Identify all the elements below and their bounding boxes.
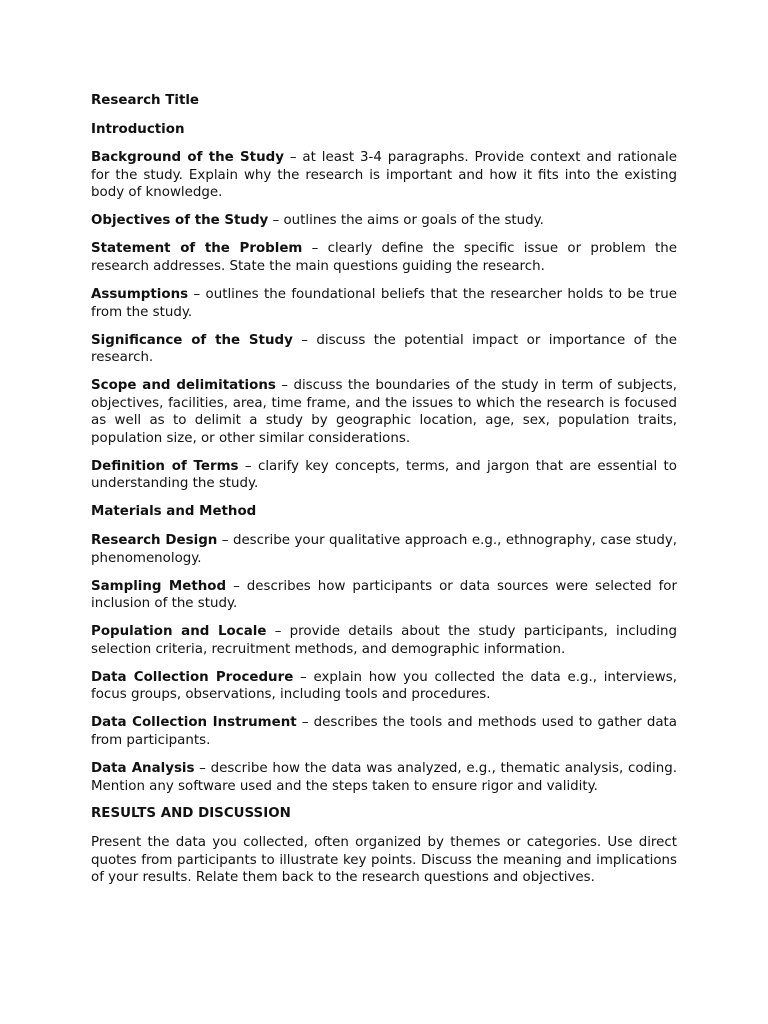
scope-term: Scope and delimitations: [91, 378, 276, 394]
problem-desc: – clearly define the specific issue or problem the research addresses. State the main questions guiding the research.: [91, 241, 677, 274]
assumptions-term: Assumptions: [91, 286, 189, 302]
research-title-heading: Research Title: [91, 93, 200, 108]
assumptions-desc: – outlines the foundational beliefs that the researcher holds to be true from the study.: [91, 286, 677, 320]
scope-paragraph: [91, 377, 677, 447]
research-design-paragraph: [91, 532, 677, 567]
sampling-desc: – describes how participants or data sources were selected for inclusion of the study.: [91, 578, 677, 612]
collection-procedure-desc: – explain how you collected the data e.g., interviews, focus groups, observations, including tools and procedures.: [91, 669, 677, 703]
materials-method-heading: Materials and Method: [91, 504, 257, 520]
results-paragraph: Present the data you collected, often organized by themes or categories. Use direct quotes from participants to illustrate key points. Discuss the meaning and implications of your results. Relate them back to the research questions and objectives.: [91, 835, 677, 886]
problem-term: Statement of the Problem: [91, 241, 303, 257]
significance-paragraph: [91, 332, 677, 367]
definition-desc: – clarify key concepts, terms, and jargon that are essential to understanding the study.: [91, 458, 677, 492]
population-paragraph: [91, 623, 677, 658]
objectives-paragraph: [91, 212, 677, 230]
research-design-desc: – describe your qualitative approach e.g., ethnography, case study, phenomenology.: [91, 533, 677, 566]
collection-procedure-term: Data Collection Procedure: [91, 669, 294, 685]
data-analysis-desc: – describe how the data was analyzed, e.g., thematic analysis, coding. Mention any software used and the steps taken to ensure rigor and validity.: [91, 760, 677, 794]
research-design-term: Research Design: [91, 533, 218, 549]
assumptions-paragraph: [91, 286, 677, 321]
introduction-heading: Introduction: [91, 121, 185, 137]
document-content: [91, 92, 677, 887]
collection-instrument-paragraph: [91, 714, 677, 749]
background-term: Background of the Study: [91, 150, 284, 166]
objectives-desc: – outlines the aims or goals of the study.: [268, 213, 544, 229]
population-term: Population and Locale: [91, 624, 267, 640]
background-paragraph: [91, 149, 677, 202]
collection-procedure-paragraph: [91, 669, 677, 704]
data-analysis-paragraph: [91, 760, 677, 795]
results-discussion-heading: RESULTS AND DISCUSSION: [91, 806, 291, 822]
sampling-term: Sampling Method: [91, 578, 227, 594]
scope-desc: – discuss the boundaries of the study in term of subjects, objectives, facilities, area, time frame, and the issues to which the research is focused as well as to delimit a study by geographic location, age, sex, population traits, population size, or other similar considerations.: [91, 378, 677, 446]
background-desc: – at least 3-4 paragraphs. Provide context and rationale for the study. Explain why the research is important and how it fits into the existing body of knowledge.: [91, 150, 677, 201]
collection-instrument-term: Data Collection Instrument: [91, 715, 297, 731]
definition-term: Definition of Terms: [91, 458, 239, 474]
significance-term: Significance of the Study: [91, 332, 293, 348]
definition-paragraph: [91, 458, 677, 493]
sampling-paragraph: [91, 578, 677, 613]
data-analysis-term: Data Analysis: [91, 760, 195, 776]
collection-instrument-desc: – describes the tools and methods used to gather data from participants.: [91, 715, 677, 748]
population-desc: – provide details about the study participants, including selection criteria, recruitment methods, and demographic information.: [91, 624, 677, 657]
significance-desc: – discuss the potential impact or importance of the research.: [91, 332, 677, 366]
problem-paragraph: [91, 240, 677, 275]
objectives-term: Objectives of the Study: [91, 213, 269, 229]
